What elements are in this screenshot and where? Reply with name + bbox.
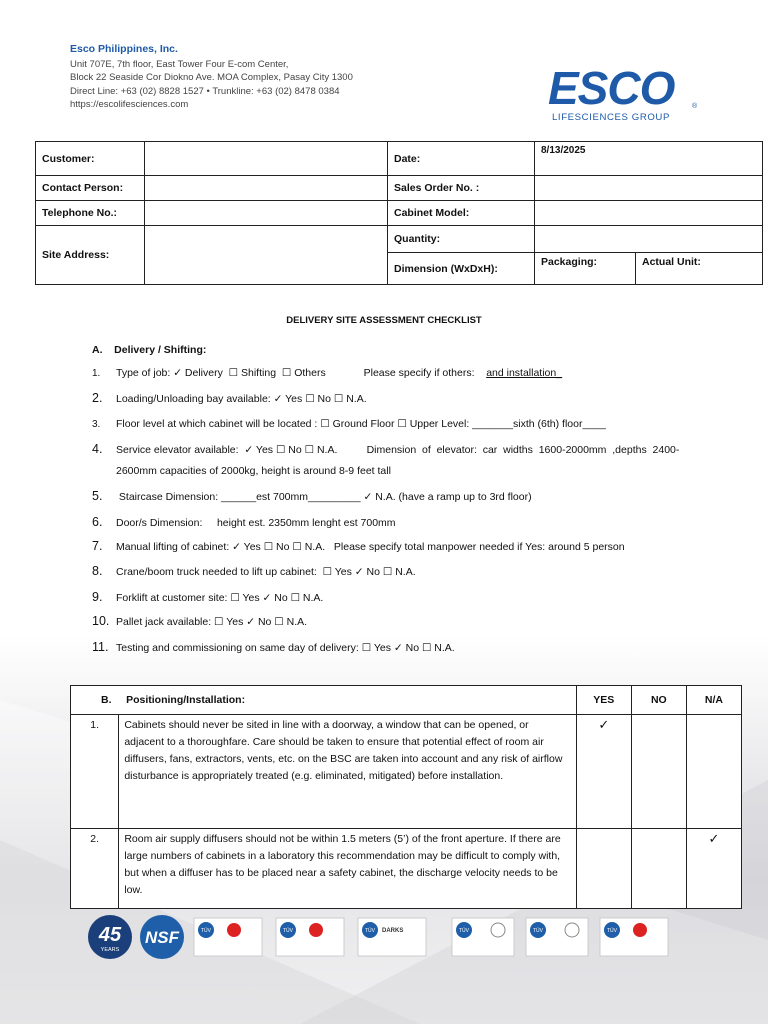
anniversary-word: YEARS bbox=[100, 947, 120, 953]
item-text: Staircase Dimension: ______est 700mm_________ ✓ N.A. (have a ramp up to 3rd floor) bbox=[116, 491, 532, 503]
positioning-table bbox=[70, 685, 742, 909]
row-text: Room air supply diffusers should not be within 1.5 meters (5’) of the front aperture. If there are large numbers of cabinets in a laboratory this recommendation may be difficult to comply with, but when a diffuser has to be placed near a safety cabinet, the discharge velocity needs to be low. bbox=[119, 829, 576, 909]
row-number: 2. bbox=[71, 829, 119, 909]
row-na-cell[interactable] bbox=[686, 715, 741, 829]
item-number: 7. bbox=[92, 539, 103, 553]
svg-text:TÜV: TÜV bbox=[607, 928, 617, 934]
na-column-header: N/A bbox=[686, 686, 741, 715]
item-number: 3. bbox=[92, 419, 101, 430]
item-number: 1. bbox=[92, 368, 101, 379]
company-address-line-1: Unit 707E, 7th floor, East Tower Four E-com Center, bbox=[70, 58, 289, 70]
item-text: Service elevator available: ✓ Yes ☐ No ☐ N.A. Dimension of elevator: car widths 1600-2000mm ,depths 2400- bbox=[116, 444, 680, 456]
customer-label: Customer: bbox=[36, 142, 145, 176]
row-number: 1. bbox=[71, 715, 119, 829]
svg-text:DARKS: DARKS bbox=[382, 928, 404, 934]
row-yes-cell[interactable] bbox=[576, 829, 631, 909]
checklist-item-10 bbox=[92, 614, 307, 628]
tuv-certificate-5 bbox=[600, 918, 668, 956]
row-no-cell[interactable] bbox=[631, 829, 686, 909]
company-name: Esco Philippines, Inc. bbox=[70, 43, 178, 55]
tuv-certificate-4 bbox=[526, 918, 588, 956]
logo-subtitle: LIFESCIENCES GROUP bbox=[552, 112, 670, 123]
checklist-item-3 bbox=[92, 418, 606, 430]
svg-text:TÜV: TÜV bbox=[459, 928, 469, 934]
svg-text:TÜV: TÜV bbox=[283, 928, 293, 934]
customer-field[interactable] bbox=[145, 142, 388, 176]
row-yes-cell[interactable]: ✓ bbox=[576, 715, 631, 829]
anniversary-number: 45 bbox=[98, 924, 122, 946]
item-number: 4. bbox=[92, 442, 103, 456]
telephone-field[interactable] bbox=[145, 201, 388, 226]
telephone-label: Telephone No.: bbox=[36, 201, 145, 226]
checklist-title: DELIVERY SITE ASSESSMENT CHECKLIST bbox=[286, 315, 482, 326]
site-address-field[interactable] bbox=[145, 226, 388, 285]
logo-registered-mark: ® bbox=[692, 103, 698, 110]
packaging-label: Packaging: bbox=[535, 253, 636, 285]
cabinet-model-field[interactable] bbox=[535, 201, 763, 226]
company-address-line-2: Block 22 Seaside Cor Diokno Ave. MOA Complex, Pasay City 1300 bbox=[70, 72, 353, 84]
logo-word: ESCO bbox=[548, 62, 675, 114]
item-text: Manual lifting of cabinet: ✓ Yes ☐ No ☐ N.A. Please specify total manpower needed if Yes: around 5 person bbox=[116, 541, 625, 553]
45-years-badge bbox=[88, 915, 132, 959]
nsf-badge bbox=[140, 915, 184, 959]
item-text: Forklift at customer site: ☐ Yes ✓ No ☐ N.A. bbox=[116, 592, 324, 604]
item-text: Door/s Dimension: height est. 2350mm lenght est 700mm bbox=[116, 517, 396, 529]
customer-info-table bbox=[35, 141, 763, 285]
company-letterhead bbox=[70, 43, 353, 112]
checklist-item-7 bbox=[92, 539, 625, 553]
company-phones: Direct Line: +63 (02) 8828 1527 • Trunkline: +63 (02) 8478 0384 bbox=[70, 85, 340, 97]
item-text: Loading/Unloading bay available: ✓ Yes ☐ No ☐ N.A. bbox=[116, 393, 367, 405]
cabinet-model-label: Cabinet Model: bbox=[388, 201, 535, 226]
item-number: 9. bbox=[92, 590, 103, 604]
item-text: Type of job: ✓ Delivery ☐ Shifting ☐ Others Please specify if others: bbox=[116, 367, 487, 379]
svg-text:TÜV: TÜV bbox=[365, 928, 375, 934]
svg-text:TÜV: TÜV bbox=[533, 928, 543, 934]
item-number: 2. bbox=[92, 391, 103, 405]
item-text: Floor level at which cabinet will be located : ☐ Ground Floor ☐ Upper Level: _______sixth (6th) floor____ bbox=[116, 418, 606, 430]
item-number: 11. bbox=[92, 640, 109, 654]
tuv-certificate-2 bbox=[276, 918, 344, 956]
item-text: Crane/boom truck needed to lift up cabinet: ☐ Yes ✓ No ☐ N.A. bbox=[116, 566, 416, 578]
row-no-cell[interactable] bbox=[631, 715, 686, 829]
contact-person-label: Contact Person: bbox=[36, 176, 145, 201]
row-text: Cabinets should never be sited in line with a doorway, a window that can be opened, or adjacent to a thoroughfare. Care should be taken to ensure that potential effect of room air diffusers, fans, extractors, vents, etc. on the BSC are taken into account and any risk of airflow disturbance is appropriately treated (e.g. eliminated, mitigated) before installation. bbox=[119, 715, 576, 829]
tuv-certificate-1 bbox=[194, 918, 262, 956]
darks-certificate bbox=[358, 918, 426, 956]
svg-text:TÜV: TÜV bbox=[201, 928, 211, 934]
quantity-label: Quantity: bbox=[388, 226, 535, 253]
checklist-item-4 bbox=[92, 442, 679, 456]
table-row bbox=[71, 715, 742, 829]
row-na-cell[interactable]: ✓ bbox=[686, 829, 741, 909]
actual-unit-label: Actual Unit: bbox=[636, 253, 763, 285]
checklist-item-5 bbox=[92, 489, 532, 503]
tuv-certificate-3 bbox=[452, 918, 514, 956]
sales-order-label: Sales Order No. : bbox=[388, 176, 535, 201]
checklist-item-2 bbox=[92, 391, 367, 405]
item-text: Testing and commissioning on same day of delivery: ☐ Yes ✓ No ☐ N.A. bbox=[116, 642, 455, 654]
date-field[interactable]: 8/13/2025 bbox=[535, 142, 763, 176]
no-column-header: NO bbox=[631, 686, 686, 715]
item-text: Pallet jack available: ☐ Yes ✓ No ☐ N.A. bbox=[116, 616, 308, 628]
certification-badges bbox=[86, 914, 686, 960]
table-row bbox=[71, 829, 742, 909]
date-label: Date: bbox=[388, 142, 535, 176]
dimension-label: Dimension (WxDxH): bbox=[388, 253, 535, 285]
checklist-item-9 bbox=[92, 590, 323, 604]
section-a-heading: A. Delivery / Shifting: bbox=[92, 344, 207, 356]
checklist-item-8 bbox=[92, 564, 416, 578]
yes-column-header: YES bbox=[576, 686, 631, 715]
item-number: 8. bbox=[92, 564, 103, 578]
sales-order-field[interactable] bbox=[535, 176, 763, 201]
item-number: 6. bbox=[92, 515, 103, 529]
item-specify-value: and installation_ bbox=[486, 367, 563, 379]
checklist-item-4-continued: 2600mm capacities of 2000kg, height is around 8-9 feet tall bbox=[116, 465, 391, 477]
section-b-heading: B. Positioning/Installation: bbox=[71, 686, 577, 715]
contact-person-field[interactable] bbox=[145, 176, 388, 201]
item-number: 5. bbox=[92, 489, 103, 503]
esco-logo bbox=[546, 62, 702, 126]
checklist-item-6 bbox=[92, 515, 396, 529]
company-website: https://escolifesciences.com bbox=[70, 99, 189, 111]
checklist-item-11 bbox=[92, 640, 455, 654]
nsf-text: NSF bbox=[145, 928, 179, 947]
checklist-item-1 bbox=[92, 367, 562, 379]
item-number: 10. bbox=[92, 614, 110, 628]
site-address-label: Site Address: bbox=[36, 226, 145, 285]
quantity-field[interactable] bbox=[535, 226, 763, 253]
